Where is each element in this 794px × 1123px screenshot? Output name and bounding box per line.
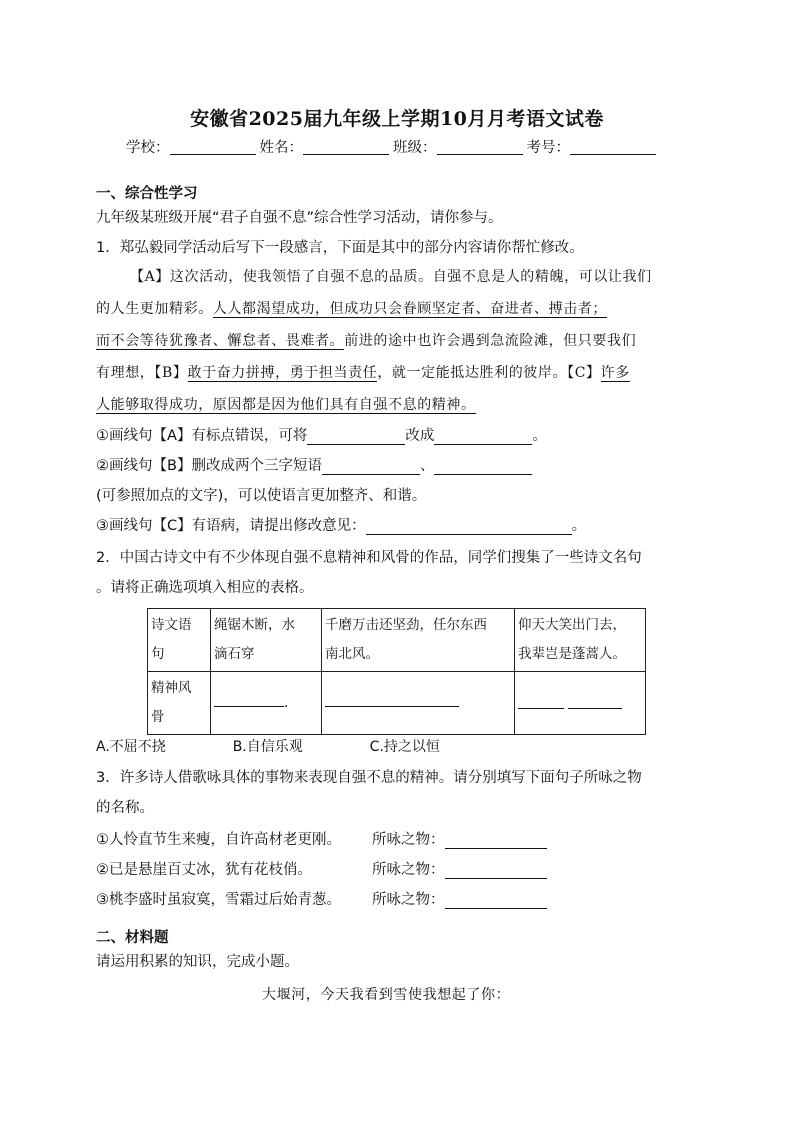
cell-text: 诗文语 <box>151 617 192 633</box>
underlined-sentence-b: 敢于奋力拼搏，勇于担当责任 <box>187 365 378 381</box>
answer-cell-1[interactable] <box>211 672 322 735</box>
q3-item-label: 所咏之物： <box>372 862 445 878</box>
cell-text: 仰天大笑出门去， <box>518 617 626 633</box>
q1-sub3 <box>96 514 586 535</box>
poem-spirit-table <box>147 608 646 735</box>
name-blank[interactable] <box>303 138 389 155</box>
poem-first-line: 大堰河，今天我看到雪使我想起了你： <box>262 987 511 1003</box>
q1-sub1 <box>96 424 547 445</box>
q3-item-text: ②已是悬崖百丈冰，犹有花枝俏。 <box>96 862 312 878</box>
option-c: C.持之以恒 <box>369 739 440 755</box>
q2-stem-line-2: 。请将正确选项填入相应的表格。 <box>96 580 314 596</box>
q3-item-1 <box>96 828 547 849</box>
passage-text: 有理想，【B】 <box>96 365 188 381</box>
q1-sub3-text: ③画线句【C】有语病，请提出修改意见： <box>96 518 366 534</box>
school-label: 学校： <box>126 140 170 156</box>
q1-sub1-blank-1[interactable] <box>307 429 405 445</box>
section1-intro: 九年级某班级开展“君子自强不息”综合性学习活动，请你参与。 <box>96 210 503 226</box>
q1-sub3-blank[interactable] <box>366 519 572 535</box>
table-row <box>148 609 646 672</box>
q3-item-2 <box>96 858 547 879</box>
poem-cell-2 <box>322 609 515 672</box>
cell-text: 我辈岂是蓬蒿人。 <box>518 646 626 662</box>
q1-sub2-note: (可参照加点的文字)，可以使语言更加整齐、和谐。 <box>96 488 427 504</box>
q1-sub1-text: ①画线句【A】有标点错误，可将 <box>96 428 308 444</box>
cell-text: . <box>284 694 289 711</box>
q1-sub1-text: 改成 <box>405 428 435 444</box>
section1-heading: 一、综合性学习 <box>96 186 198 202</box>
passage-line-2 <box>96 298 607 318</box>
q1-sub1-blank-2[interactable] <box>434 429 532 445</box>
passage-line-4 <box>96 362 630 382</box>
cell-text: 滴石穿 <box>214 646 255 662</box>
cell-text: 骨 <box>151 709 165 725</box>
q3-blank-3[interactable] <box>445 893 547 909</box>
passage-text: 前进的途中也许会遇到急流险滩，但只要我们 <box>344 333 637 349</box>
student-info-row <box>126 136 660 157</box>
q1-sub2-blank-2[interactable] <box>434 459 532 475</box>
underlined-sentence-c-cont: 人能够取得成功，原因都是因为他们具有自强不息的精神。 <box>96 397 476 413</box>
q1-sub3-text: 。 <box>571 518 587 534</box>
answer-blank-2[interactable] <box>325 692 459 707</box>
q1-sub2-blank-1[interactable] <box>322 459 420 475</box>
q3-item-text: ①人怜直节生来瘦，自许高材老更刚。 <box>96 832 341 848</box>
answer-cell-3[interactable] <box>515 672 646 735</box>
q2-options <box>96 736 440 756</box>
q1-sub2-text: 、 <box>419 458 435 474</box>
q3-blank-1[interactable] <box>445 833 547 849</box>
cell-text: 南北风。 <box>325 646 379 662</box>
section2-intro: 请运用积累的知识，完成小题。 <box>96 954 299 970</box>
underlined-sentence-a-cont: 而不会等待犹豫者、懈怠者、畏难者。 <box>96 333 345 349</box>
q3-stem-line-2: 的名称。 <box>96 800 154 816</box>
q3-blank-2[interactable] <box>445 863 547 879</box>
poem-cell-1 <box>211 609 322 672</box>
option-b: B.自信乐观 <box>232 739 303 755</box>
q3-stem-line-1: 3．许多诗人借歌咏具体的事物来表现自强不息的精神。请分别填写下面句子所咏之物 <box>96 770 642 786</box>
answer-blank-3a[interactable] <box>518 694 564 709</box>
class-blank[interactable] <box>437 138 523 155</box>
exam-number-label: 考号： <box>526 140 570 156</box>
q1-stem: 1．郑弘毅同学活动后写下一段感言，下面是其中的部分内容请你帮忙修改。 <box>96 240 584 256</box>
option-a: A.不屈不挠 <box>96 739 166 755</box>
cell-text: 千磨万击还坚劲，任尔东西 <box>325 617 487 633</box>
poem-cell-3 <box>515 609 646 672</box>
cell-text: 精神风 <box>151 680 192 696</box>
passage-text: ，就一定能抵达胜利的彼岸。【C】 <box>377 365 601 381</box>
table-row-label <box>148 672 211 735</box>
answer-blank-3b[interactable] <box>568 694 622 709</box>
q2-stem-line-1: 2．中国古诗文中有不少体现自强不息精神和风骨的作品，同学们搜集了一些诗文名句 <box>96 550 642 566</box>
passage-text: 的人生更加精彩。 <box>96 301 213 317</box>
q3-item-text: ③桃李盛时虽寂寞，雪霜过后始青葱。 <box>96 892 341 908</box>
underlined-sentence-c: 许多 <box>600 365 630 381</box>
table-row-label <box>148 609 211 672</box>
name-label: 姓名： <box>259 140 303 156</box>
table-row <box>148 672 646 735</box>
underlined-sentence-a: 人人都渴望成功，但成功只会眷顾坚定者、奋进者、搏击者； <box>212 301 608 317</box>
class-label: 班级： <box>393 140 437 156</box>
cell-text: 句 <box>151 646 165 662</box>
answer-blank-1[interactable] <box>214 692 284 707</box>
q3-item-label: 所咏之物： <box>372 832 445 848</box>
passage-line-3 <box>96 330 636 350</box>
q3-item-label: 所咏之物： <box>372 892 445 908</box>
answer-cell-2[interactable] <box>322 672 515 735</box>
exam-number-blank[interactable] <box>570 138 656 155</box>
cell-text: 绳锯木断，水 <box>214 617 295 633</box>
school-blank[interactable] <box>170 138 256 155</box>
q3-item-3 <box>96 888 547 909</box>
passage-line-1: 【A】这次活动，使我领悟了自强不息的品质。自强不息是人的精魄，可以让我们 <box>130 269 652 285</box>
q1-sub2 <box>96 454 532 475</box>
exam-title: 安徽省2025届九年级上学期10月月考语文试卷 <box>190 108 604 130</box>
section2-heading: 二、材料题 <box>96 930 169 946</box>
q1-sub2-text: ②画线句【B】删改成两个三字短语 <box>96 458 322 474</box>
q1-sub1-text: 。 <box>532 428 547 444</box>
passage-line-5 <box>96 394 476 414</box>
